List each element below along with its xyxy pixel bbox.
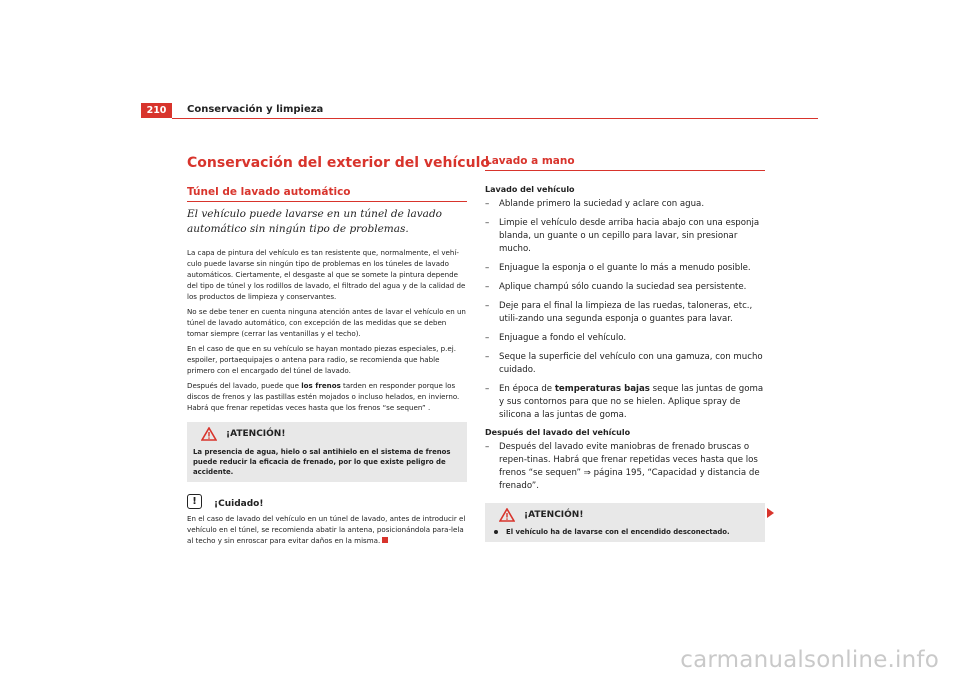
watermark: carmanualsonline.info [680, 647, 939, 673]
running-header: Conservación y limpieza [187, 104, 324, 115]
continue-arrow-icon [767, 508, 774, 518]
paragraph: No se debe tener en cuenta ninguna atención antes de lavar el vehículo en un túnel de lavado automático, con excepción de las medidas que se deben tomar siempre (cerrar las ventanillas y el techo). [187, 307, 466, 338]
subheading-after-wash: Después del lavado del vehículo [485, 428, 631, 437]
brakes-emphasis: los frenos [301, 381, 341, 390]
list-item: – Aplique champú sólo cuando la suciedad sea persistente. [485, 282, 747, 292]
right-column [485, 155, 765, 542]
caution-title: ¡Cuidado! [214, 498, 264, 509]
end-of-section-icon [382, 537, 388, 543]
left-column [187, 186, 467, 550]
list-item: – Seque la superficie del vehículo con una gamuza, con mucho cuidado. [485, 352, 763, 375]
subheading-vehicle-wash: Lavado del vehículo [485, 185, 575, 194]
warning-box [187, 422, 467, 482]
bullet-icon [494, 530, 498, 534]
list-item: – Después del lavado evite maniobras de frenado bruscas o repen-tinas. Habrá que frenar repetidas veces hasta que los frenos “se sequen” ⇒ página 195, “Capacidad y distancia de frenado”. [485, 442, 760, 491]
warning-title: ¡ATENCIÓN! [226, 429, 286, 439]
section-title-hand-wash: Lavado a mano [485, 155, 765, 171]
warning-text: La presencia de agua, hielo o sal antihielo en el sistema de frenos puede reducir la eficacia de frenado, por lo que existe peligro de accidente. [193, 448, 451, 476]
warning-bullet: El vehículo ha de lavarse con el encendido desconectado. [491, 528, 759, 536]
paragraph: En el caso de que en su vehículo se hayan montado piezas especiales, p.ej. espoiler, portaequipajes o antena para radio, se recomienda que hable primero con el encargado del túnel de lavado. [187, 344, 456, 375]
section-title-tunnel: Túnel de lavado automático [187, 186, 467, 202]
caution-heading [187, 494, 467, 509]
exclamation-note-icon: ! [187, 494, 202, 509]
list-item: – Limpie el vehículo desde arriba hacia abajo con una esponja blanda, un guante o un cepillo para lavar, sin presionar mucho. [485, 218, 760, 254]
warning-box [485, 503, 765, 542]
section-intro: El vehículo puede lavarse en un túnel de lavado automático sin ningún tipo de problemas. [187, 208, 442, 235]
list-item: – Enjuague la esponja o el guante lo más a menudo posible. [485, 263, 751, 273]
warning-triangle-icon [499, 508, 515, 522]
caution-text: En el caso de lavado del vehículo en un túnel de lavado, antes de introducir el vehículo en el túnel, se recomienda abatir la antena, posicionándola para-lela al techo y sin enroscar para evitar daños en la misma. [187, 514, 466, 545]
chapter-title: Conservación del exterior del vehículo [187, 155, 490, 171]
list-item: – Ablande primero la suciedad y aclare con agua. [485, 199, 705, 209]
warning-triangle-icon [201, 427, 217, 441]
list-item: – Enjuague a fondo el vehículo. [485, 333, 627, 343]
list-item: – Deje para el final la limpieza de las ruedas, taloneras, etc., utili-zando una segunda esponja o guantes para lavar. [485, 301, 753, 324]
warning-title: ¡ATENCIÓN! [524, 510, 584, 520]
list-item: – En época de temperaturas bajas seque las juntas de goma y sus contornos para que no se hielen. Aplique spray de silicona a las juntas de goma. [485, 384, 764, 420]
paragraph: La capa de pintura del vehículo es tan resistente que, normalmente, el vehí-culo puede lavarse sin ningún tipo de problemas en los túneles de lavado automáticos. Ciertamente, el desgaste al que se somete la pintura depende del tipo de túnel y los rodillos de lavado, el filtrado del agua y de la calidad de los productos de limpieza y conservantes. [187, 248, 466, 301]
page-number: 210 [141, 103, 172, 118]
brake-paragraph: Después del lavado, puede que los frenos tarden en responder porque los discos de frenos y las pastillas estén mojados o incluso helados, en invierno. Habrá que frenar repetidas veces hasta que los frenos “se sequen” . [187, 381, 460, 412]
header-rule [172, 118, 818, 119]
